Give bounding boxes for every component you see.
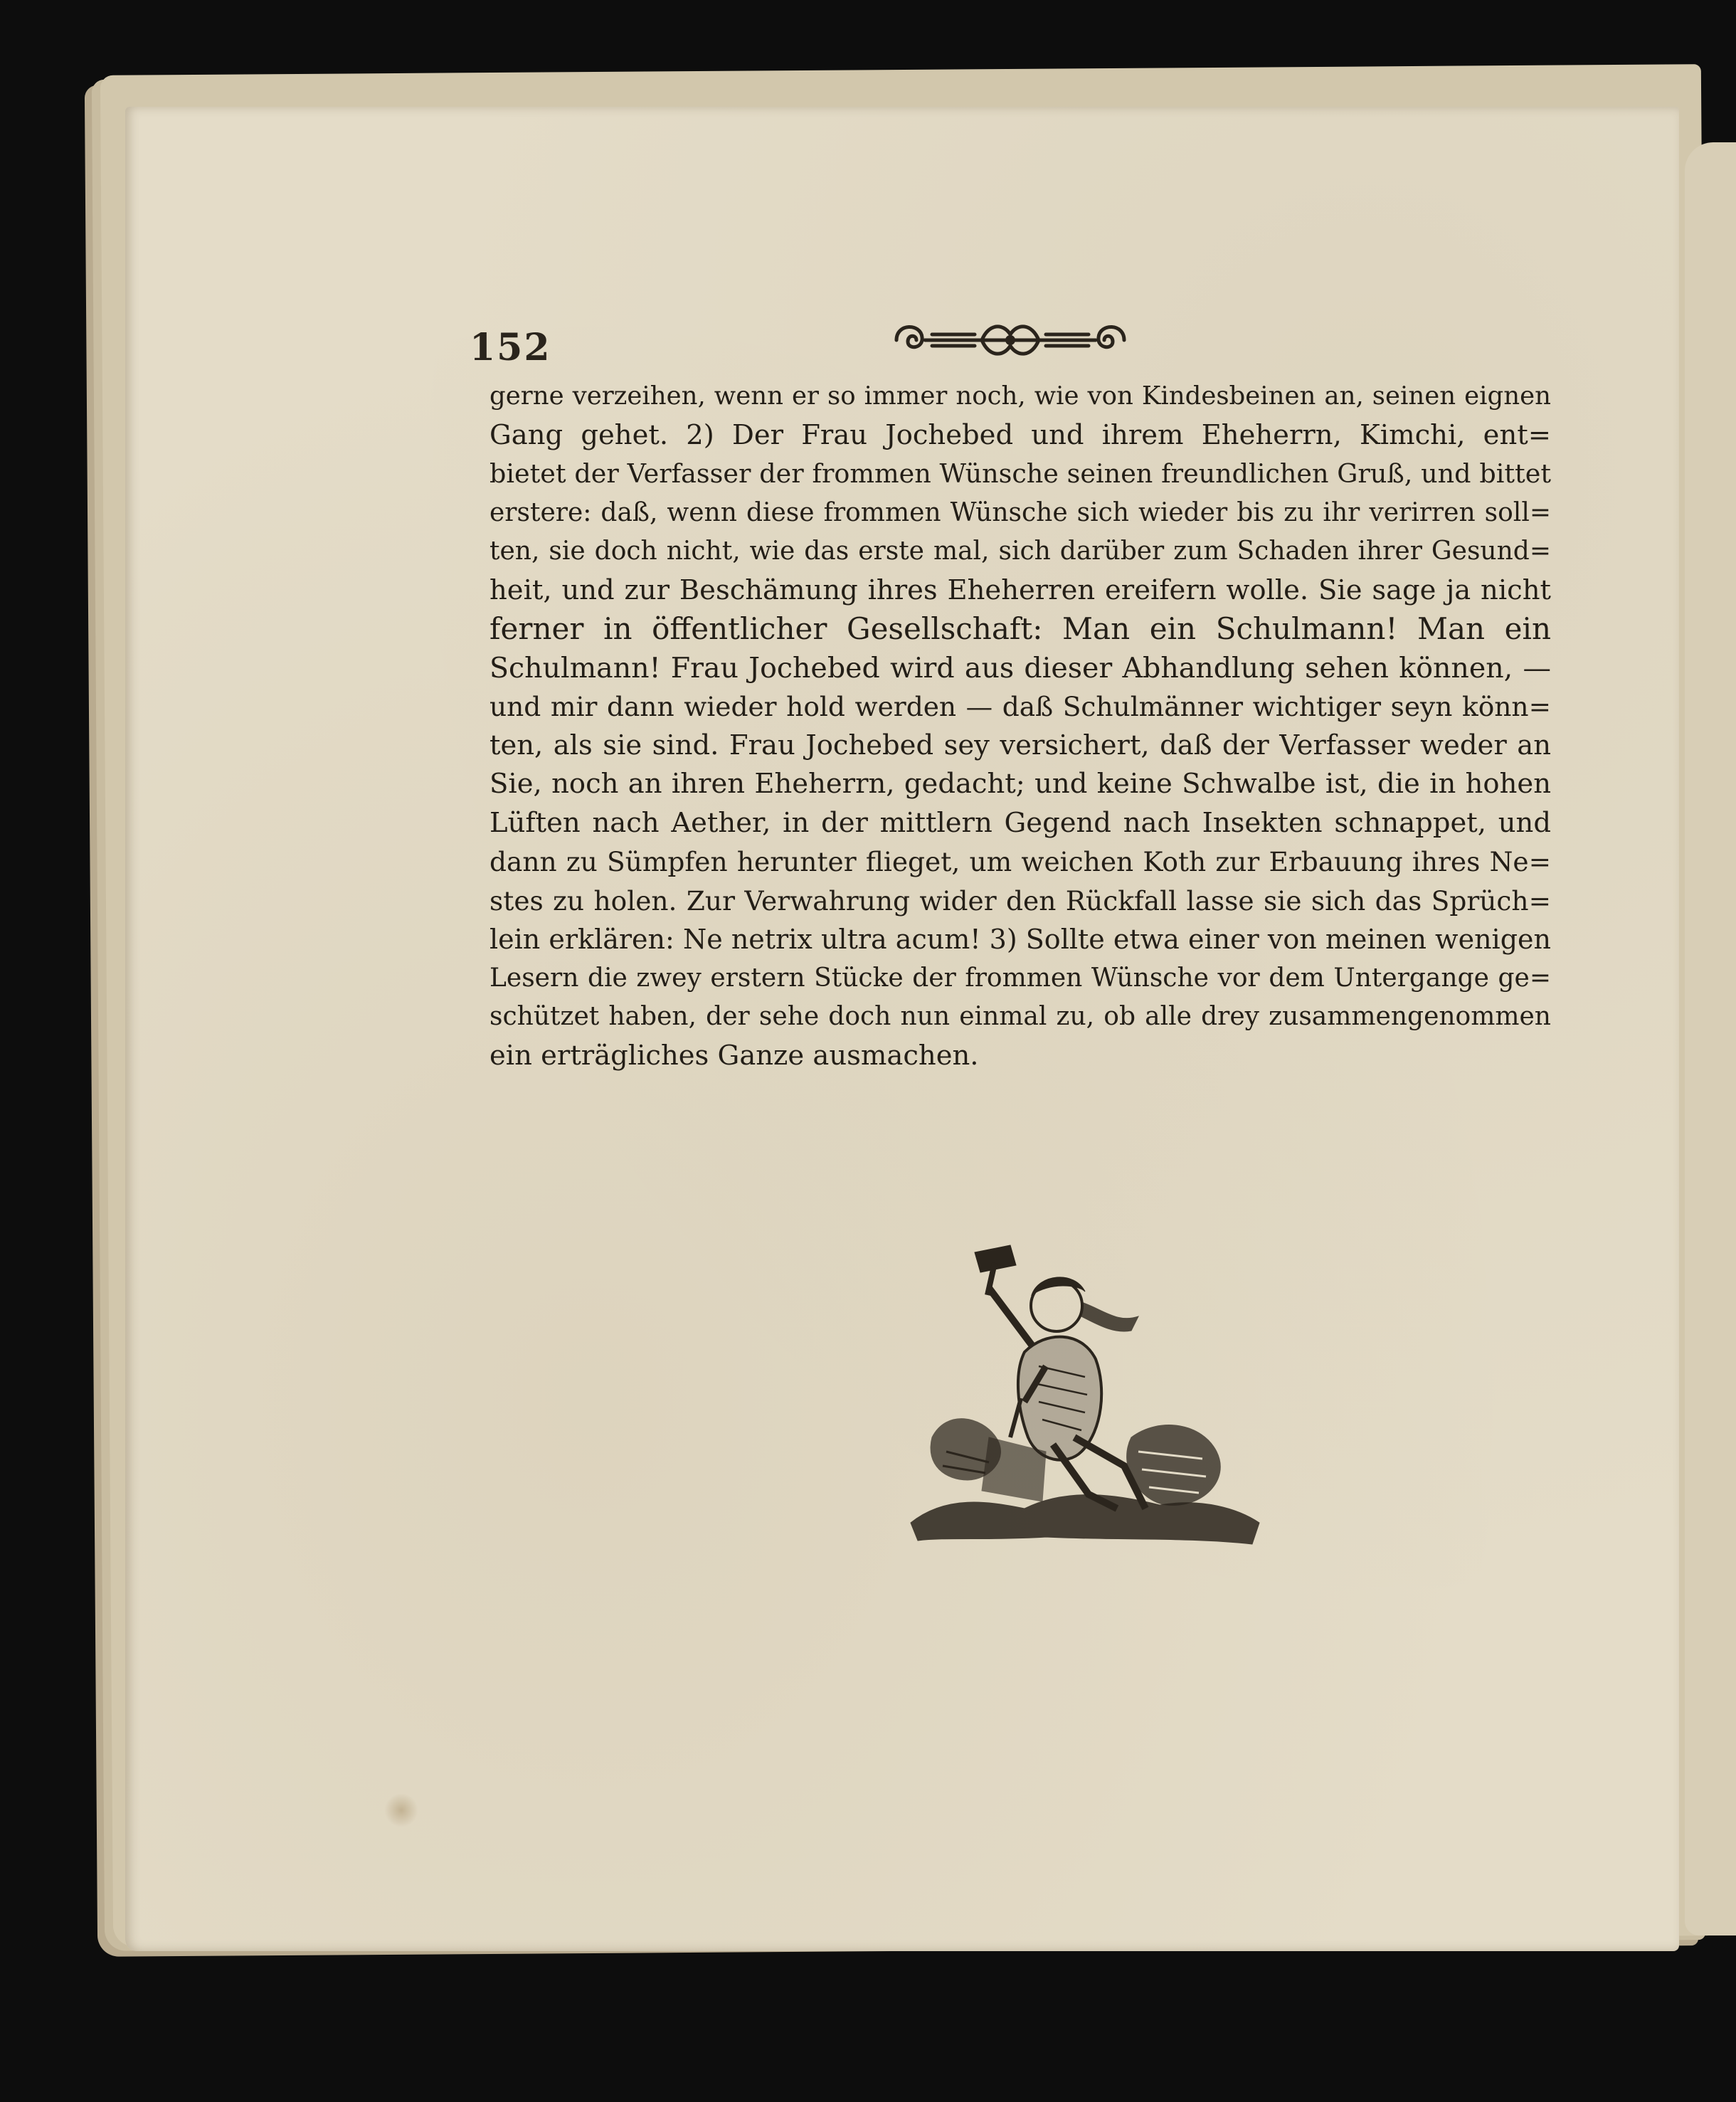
text-line: Lesern die zwey erstern Stücke der frommen Wünsche vor dem Untergange ge= [489, 963, 1551, 993]
scroll-ornament-icon [889, 313, 1131, 367]
woodcut-vignette-icon [904, 1224, 1266, 1551]
text-line: dann zu Sümpfen herunter flieget, um weichen Koth zur Erbauung ihres Ne= [489, 846, 1551, 877]
text-line: schützet haben, der sehe doch nun einmal zu, ob alle drey zusammengenommen [489, 1002, 1551, 1031]
body-text [489, 377, 1551, 1075]
text-line: Gang gehet. 2) Der Frau Jochebed und ihrem Eheherrn, Kimchi, ent= [489, 418, 1551, 451]
text-line: ten, als sie sind. Frau Jochebed sey versichert, daß der Verfasser weder an [489, 729, 1551, 761]
page-number: 152 [470, 326, 551, 369]
text-line: ferner in öffentlicher Gesellschaft: Man ein Schulmann! Man ein [489, 611, 1551, 646]
text-line: ten, sie doch nicht, wie das erste mal, sich darüber zum Schaden ihrer Gesund= [489, 537, 1551, 566]
text-line: bietet der Verfasser der frommen Wünsche seinen freundlichen Gruß, und bittet [489, 458, 1551, 489]
text-line: Lüften nach Aether, in der mittlern Gegend nach Insekten schnappet, und [489, 806, 1551, 839]
facing-page-edge [1685, 142, 1736, 1935]
text-line: erstere: daß, wenn diese frommen Wünsche sich wieder bis zu ihr verirren soll= [489, 497, 1551, 527]
text-line: stes zu holen. Zur Verwahrung wider den Rückfall lasse sie sich das Sprüch= [489, 884, 1551, 917]
text-line: heit, und zur Beschämung ihres Eheherren ereifern wolle. Sie sage ja nicht [489, 574, 1551, 606]
text-line: ein erträgliches Ganze ausmachen. [489, 1039, 979, 1072]
text-line: Schulmann! Frau Jochebed wird aus dieser Abhandlung sehen können, — [489, 651, 1551, 685]
text-line: und mir dann wieder hold werden — daß Schulmänner wichtiger seyn könn= [489, 691, 1551, 722]
text-line: lein erklären: Ne netrix ultra acum! 3) Sollte etwa einer von meinen wenigen [489, 924, 1551, 955]
text-line: Sie, noch an ihren Eheherrn, gedacht; und keine Schwalbe ist, die in hohen [489, 768, 1551, 800]
foxing-stain [384, 1793, 418, 1827]
text-line: gerne verzeihen, wenn er so immer noch, wie von Kindesbeinen an, seinen eignen [489, 381, 1551, 411]
